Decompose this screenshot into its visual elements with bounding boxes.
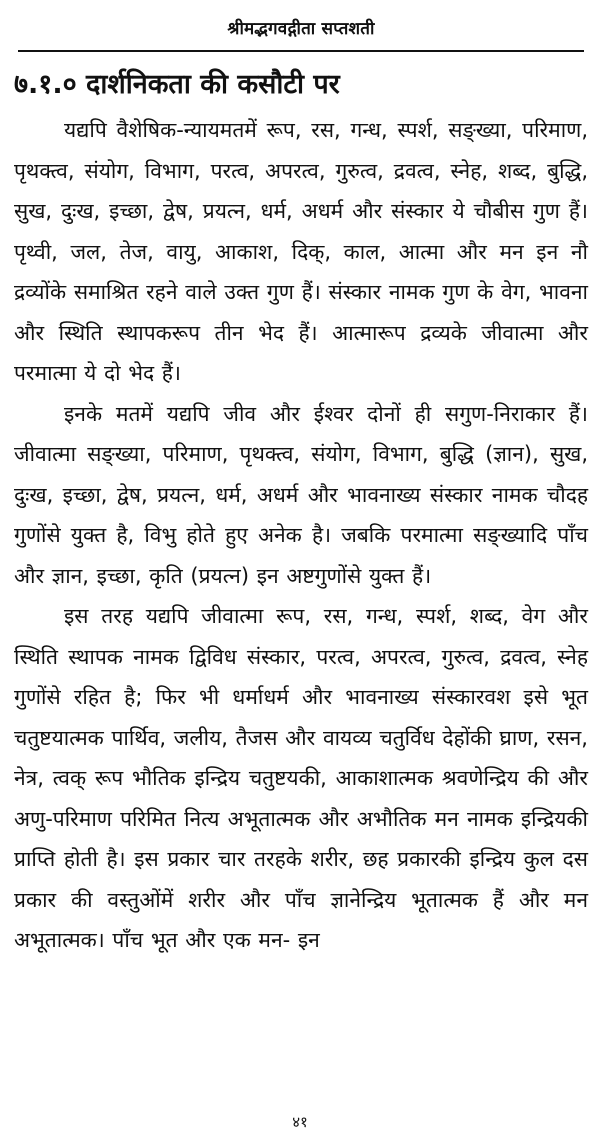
paragraph-2: इनके मतमें यद्यपि जीव और ईश्वर दोनों ही सगुण-निराकार हैं। जीवात्मा सङ्ख्या, परिमाण, पृथक्त्व, संयोग, विभाग, बुद्धि (ज्ञान), सुख, दुःख, इच्छा, द्वेष, प्रयत्न, धर्म, अधर्म और भावनाख्य संस्कार नामक चौदह गुणोंसे युक्त है, विभु होते हुए अनेक है। जबकि परमात्मा सङ्ख्यादि पाँच और ज्ञान, इच्छा, कृति (प्रयत्न) इन अष्टगुणोंसे युक्त हैं। <box>14 401 588 588</box>
section-heading: ७.१.० दार्शनिकता की कसौटी पर <box>14 69 340 100</box>
page-number: ४१ <box>292 1113 308 1131</box>
paragraph-3: इस तरह यद्यपि जीवात्मा रूप, रस, गन्ध, स्पर्श, शब्द, वेग और स्थिति स्थापक नामक द्विविध संस्कार, परत्व, अपरत्व, गुरुत्व, द्रवत्व, स्नेह गुणोंसे रहित है; फिर भी धर्माधर्म और भावनाख्य संस्कारवश इसे भूत चतुष्टयात्मक पार्थिव, जलीय, तैजस और वायव्य चतुर्विध देहोंकी घ्राण, रसन, नेत्र, त्वक् रूप भौतिक इन्द्रिय चतुष्टयकी, आकाशात्मक श्रवणेन्द्रिय की और अणु-परिमाण परिमित नित्य अभूतात्मक और अभौतिक मन नामक इन्द्रियकी प्राप्ति होती है। इस प्रकार चार तरहके शरीर, छह प्रकारकी इन्द्रिय कुल दस प्रकार की वस्तुओंमें शरीर और पाँच ज्ञानेन्द्रिय भूतात्मक हैं और मन अभूतात्मक। पाँच भूत और एक मन- इन <box>14 604 588 952</box>
paragraph-1: यद्यपि वैशेषिक-न्यायमतमें रूप, रस, गन्ध, स्पर्श, सङ्ख्या, परिमाण, पृथक्त्व, संयोग, विभाग, परत्व, अपरत्व, गुरुत्व, द्रवत्व, स्नेह, शब्द, बुद्धि, सुख, दुःख, इच्छा, द्वेष, प्रयत्न, धर्म, अधर्म और संस्कार ये चौबीस गुण हैं। पृथ्वी, जल, तेज, वायु, आकाश, दिक्, काल, आत्मा और मन इन नौ द्रव्योंके समाश्रित रहने वाले उक्त गुण हैं। संस्कार नामक गुण के वेग, भावना और स्थिति स्थापकरूप तीन भेद हैं। आत्मारूप द्रव्यके जीवात्मा और परमात्मा ये दो भेद हैं। <box>14 118 588 385</box>
running-header-title: श्रीमद्भगवद्गीता सप्तशती <box>227 19 375 39</box>
header-divider <box>18 50 584 52</box>
